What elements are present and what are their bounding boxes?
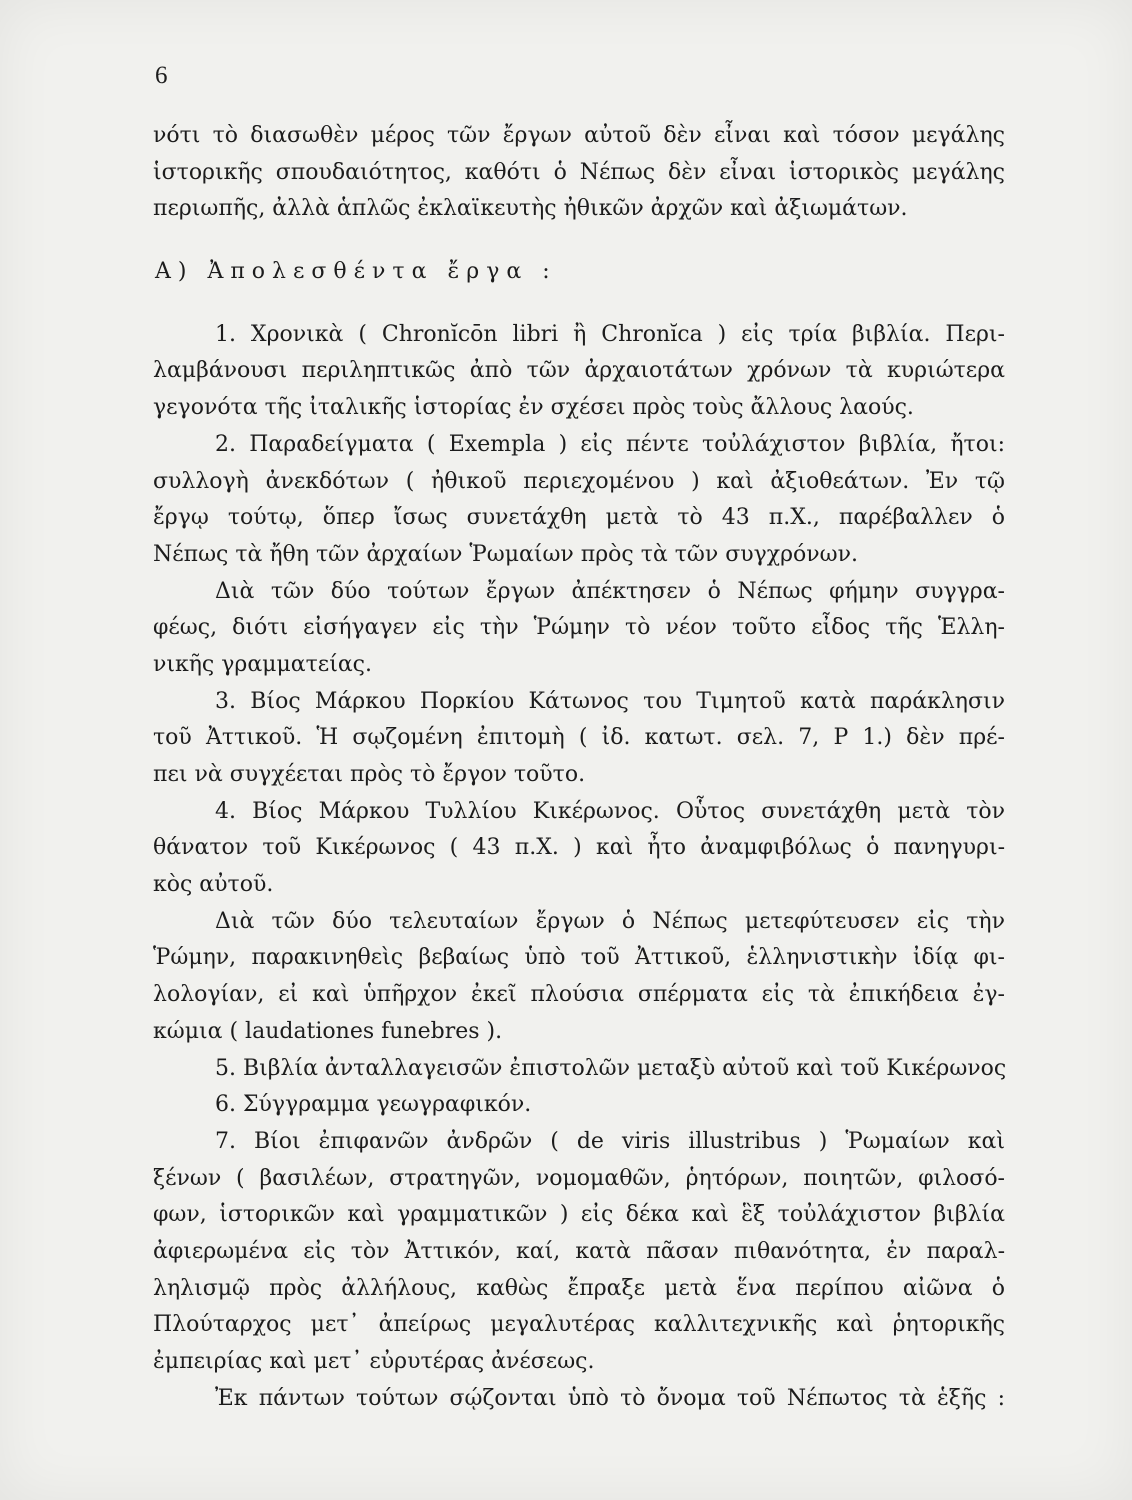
text-line: κὸς αὐτοῦ. [153,872,274,898]
text-line: ἔργῳ τούτῳ, ὅπερ ἴσως συνετάχθη μετὰ τὸ 43 π.Χ., παρέβαλλεν ὁ [153,505,1005,531]
text-line: Πλούταρχος μετ᾽ ἀπείρως μεγαλυτέρας καλλιτεχνικῆς καὶ ῥητορικῆς [153,1312,1005,1338]
text-line: φέως, διότι εἰσήγαγεν εἰς τὴν Ῥώμην τὸ νέον τοῦτο εἶδος τῆς Ἑλλη- [153,615,1005,641]
text-line: ληλισμῷ πρὸς ἀλλήλους, καθὼς ἔπραξε μετὰ ἕνα περίπου αἰῶνα ὁ [153,1275,1005,1301]
text-line: Νέπως τὰ ἤθη τῶν ἀρχαίων Ῥωμαίων πρὸς τὰ τῶν συγχρόνων. [153,541,858,567]
text-line: νότι τὸ διασωθὲν μέρος τῶν ἔργων αὐτοῦ δὲν εἶναι καὶ τόσον μεγάλης [153,123,1005,148]
text-line: ἐμπειρίας καὶ μετ᾽ εὐρυτέρας ἀνέσεως. [153,1349,595,1374]
text-line: γεγονότα τῆς ἰταλικῆς ἱστορίας ἐν σχέσει πρὸς τοὺς ἄλλους λαούς. [153,395,914,421]
text-line: ἀφιερωμένα εἰς τὸν Ἀττικόν, καί, κατὰ πᾶσαν πιθανότητα, ἐν παραλ- [153,1238,1005,1264]
spacer [153,291,1005,317]
list-item-6: 6. Σύγγραμμα γεωγραφικόν. [215,1092,532,1118]
text-line: ἱστορικῆς σπουδαιότητος, καθότι ὁ Νέπως δὲν εἶναι ἱστορικὸς μεγάλης [153,159,1005,185]
list-item-3: 3. Βίος Μάρκου Πορκίου Κάτωνος του Τιμητοῦ κατὰ παράκλησιν [215,688,1005,714]
text-line: ξένων ( βασιλέων, στρατηγῶν, νομομαθῶν, ῥητόρων, ποιητῶν, φιλοσό- [153,1165,1005,1191]
text-line: συλλογὴ ἀνεκδότων ( ἠθικοῦ περιεχομένου ) καὶ ἀξιοθεάτων. Ἐν τῷ [153,468,1005,494]
text-line: τοῦ Ἀττικοῦ. Ἡ σῳζομένη ἐπιτομὴ ( ἰδ. κατωτ. σελ. 7, Ρ 1.) δὲν πρέ- [153,725,1005,751]
paragraph-start: Διὰ τῶν δύο τούτων ἔργων ἀπέκτησεν ὁ Νέπως φήμην συγγρα- [215,578,1005,604]
list-item-5: 5. Βιβλία ἀνταλλαγεισῶν ἐπιστολῶν μεταξὺ αὐτοῦ καὶ τοῦ Κικέρωνος [215,1055,1007,1081]
text-line: λαμβάνουσι περιληπτικῶς ἀπὸ τῶν ἀρχαιοτάτων χρόνων τὰ κυριώτερα [153,358,1005,384]
text-line: Ῥώμην, παρακινηθεὶς βεβαίως ὑπὸ τοῦ Ἀττικοῦ, ἑλληνιστικὴν ἰδίᾳ φι- [153,945,1005,971]
text-line: κώμια ( laudationes funebres ). [153,1018,503,1044]
text-line: νικῆς γραμματείας. [153,651,373,677]
paragraph-start: Ἐκ πάντων τούτων σῴζονται ὑπὸ τὸ ὄνομα τοῦ Νέπωτος τὰ ἑξῆς : [215,1385,1005,1411]
text-line: θάνατον τοῦ Κικέρωνος ( 43 π.Χ. ) καὶ ἦτο ἀναμφιβόλως ὁ πανηγυρι- [153,835,1005,861]
paragraph-start: Διὰ τῶν δύο τελευταίων ἔργων ὁ Νέπως μετεφύτευσεν εἰς τὴν [215,908,1005,934]
text-line: λολογίαν, εἰ καὶ ὑπῆρχον ἐκεῖ πλούσια σπέρματα εἰς τὰ ἐπικήδεια ἐγ- [153,982,1005,1008]
list-item-2: 2. Παραδείγματα ( Exempla ) εἰς πέντε τοὐλάχιστον βιβλία, ἤτοι: [215,431,1005,457]
page-number: 6 [155,62,168,89]
text-line: πει νὰ συγχέεται πρὸς τὸ ἔργον τοῦτο. [153,762,586,787]
body-text [153,118,1005,1417]
section-heading: Α) Ἀπολεσθέντα ἔργα : [155,259,557,285]
spacer [153,228,1005,254]
text-line: φων, ἱστορικῶν καὶ γραμματικῶν ) εἰς δέκα καὶ ἓξ τοὐλάχιστον βιβλία [153,1202,1005,1228]
list-item-4: 4. Βίος Μάρκου Τυλλίου Κικέρωνος. Οὗτος συνετάχθη μετὰ τὸν [215,798,1005,824]
list-item-1: 1. Χρονικὰ ( Chronĭcōn libri ἢ Chronĭca ) εἰς τρία βιβλία. Περι- [215,321,1005,347]
list-item-7: 7. Βίοι ἐπιφανῶν ἀνδρῶν ( de viris illustribus ) Ῥωμαίων καὶ [215,1128,1005,1154]
text-line: περιωπῆς, ἀλλὰ ἁπλῶς ἐκλαϊκευτὴς ἠθικῶν ἀρχῶν καὶ ἀξιωμάτων. [153,196,908,222]
